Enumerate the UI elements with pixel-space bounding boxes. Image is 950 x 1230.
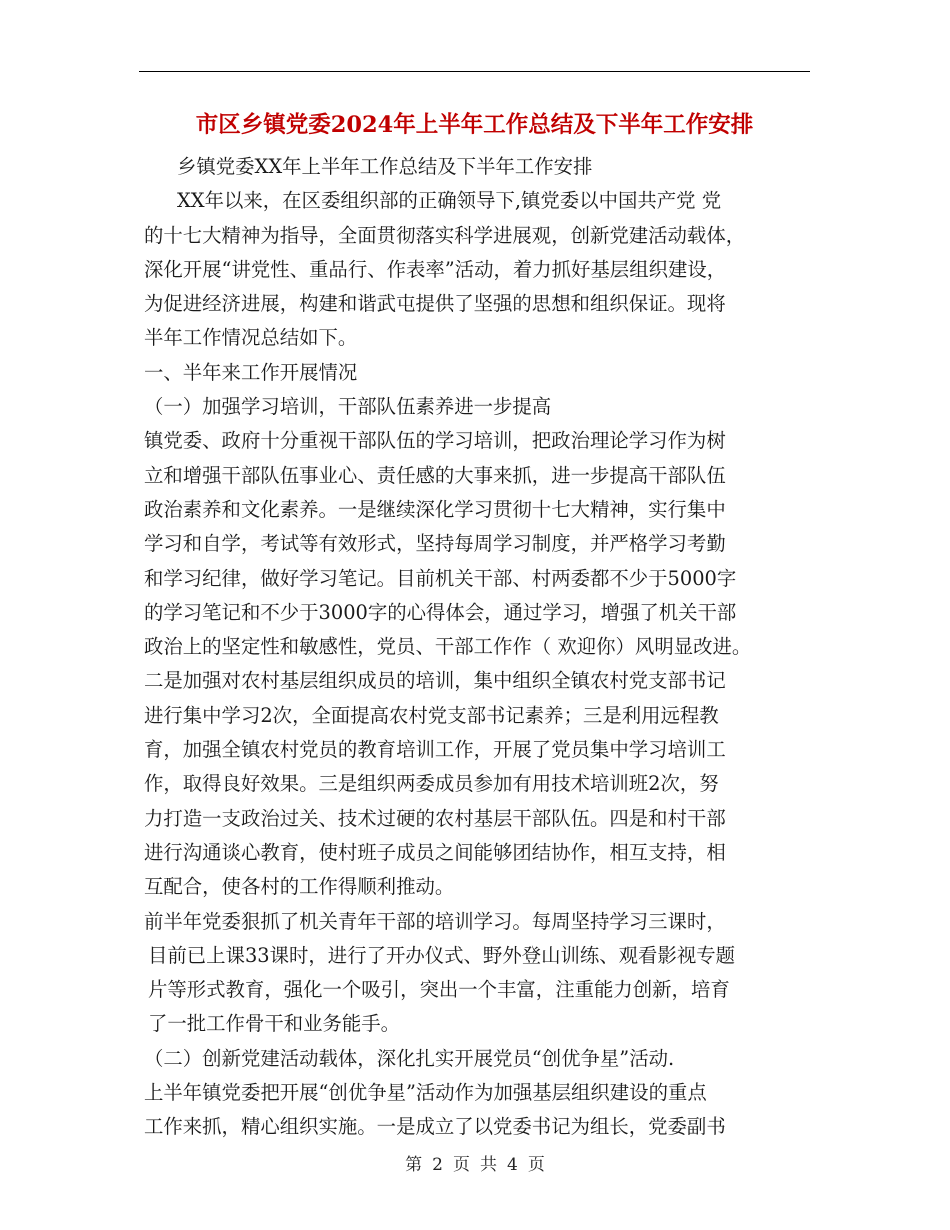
- subsection-heading: （一）加强学习培训，干部队伍素养进一步提高: [144, 395, 552, 419]
- paragraph-line: 二是加强对农村基层组织成员的培训，集中组织全镇农村党支部书记: [144, 669, 726, 693]
- paragraph-line: 的学习笔记和不少于3000字的心得体会，通过学习，增强了机关干部: [144, 600, 737, 624]
- paragraph-line: 镇党委、政府十分重视干部队伍的学习培训，把政治理论学习作为树: [144, 429, 726, 453]
- subtitle-line: 乡镇党委XX年上半年工作总结及下半年工作安排: [177, 155, 593, 178]
- paragraph-line: 力打造一支政治过关、技术过硬的农村基层干部队伍。四是和村干部: [144, 806, 726, 830]
- header-rule: [139, 71, 810, 72]
- paragraph-line: 半年工作情况总结如下。: [144, 326, 358, 350]
- footer-total-pages: 4: [507, 1155, 518, 1175]
- paragraph-line: 作，取得良好效果。三是组织两委成员参加有用技术培训班2次，努: [144, 772, 719, 796]
- paragraph-line: 深化开展“讲党性、重品行、作表率”活动，着力抓好基层组织建设，: [144, 257, 727, 281]
- paragraph-line: 片等形式教育，强化一个吸引，突出一个丰富，注重能力创新，培育: [148, 978, 730, 1002]
- document-body: [144, 150, 810, 1145]
- paragraph-line: 上半年镇党委把开展“创优争星”活动作为加强基层组织建设的重点: [144, 1081, 707, 1105]
- paragraph-line: 进行集中学习2次，全面提高农村党支部书记素养；三是利用远程教: [144, 703, 719, 727]
- footer-label-ye2: 页: [527, 1155, 545, 1175]
- paragraph-line: 和学习纪律，做好学习笔记。目前机关干部、村两委都不少于5000字: [144, 566, 737, 590]
- paragraph-line: 政治上的坚定性和敏感性，党员、干部工作作（ 欢迎你）风明显改进。: [144, 635, 752, 659]
- paragraph-line: 学习和自学，考试等有效形式，坚持每周学习制度，并严格学习考勤: [144, 532, 726, 556]
- footer-label-ye: 页: [453, 1155, 470, 1175]
- paragraph-line: 前半年党委狠抓了机关青年干部的培训学习。每周坚持学习三课时，: [144, 909, 726, 933]
- paragraph-line: 工作来抓，精心组织实施。一是成立了以党委书记为组长，党委副书: [144, 1115, 726, 1139]
- document-title: 市区乡镇党委2024年上半年工作总结及下半年工作安排: [195, 112, 754, 138]
- section-heading: 一、半年来工作开展情况: [144, 360, 358, 384]
- paragraph-line: 为促进经济进展，构建和谐武屯提供了坚强的思想和组织保证。现将: [144, 292, 726, 316]
- footer-label-gong: 共: [480, 1155, 497, 1175]
- paragraph-line: 互配合，使各村的工作得顺利推动。: [144, 875, 455, 899]
- paragraph-line: 政治素养和文化素养。一是继续深化学习贯彻十七大精神，实行集中: [144, 497, 726, 521]
- subsection-heading: （二）创新党建活动载体，深化扎实开展党员“创优争星”活动.: [144, 1046, 675, 1070]
- paragraph-line: 进行沟通谈心教育，使村班子成员之间能够团结协作，相互支持，相: [144, 840, 726, 864]
- page-footer: [0, 1152, 950, 1178]
- paragraph-line: 立和增强干部队伍事业心、责任感的大事来抓，进一步提高干部队伍: [144, 463, 726, 487]
- paragraph-line: XX年以来，在区委组织部的正确领导下,镇党委以中国共产党 党: [177, 189, 722, 213]
- footer-page-number: 2: [432, 1155, 443, 1175]
- paragraph-line: 的十七大精神为指导，全面贯彻落实科学进展观，创新党建活动载体，: [144, 223, 746, 247]
- paragraph-line: 目前已上课33课时，进行了开办仪式、野外登山训练、观看影视专题: [148, 943, 736, 967]
- paragraph-line: 育，加强全镇农村党员的教育培训工作，开展了党员集中学习培训工: [144, 738, 726, 762]
- footer-label-di: 第: [405, 1155, 423, 1175]
- paragraph-line: 了一批工作骨干和业务能手。: [148, 1012, 401, 1036]
